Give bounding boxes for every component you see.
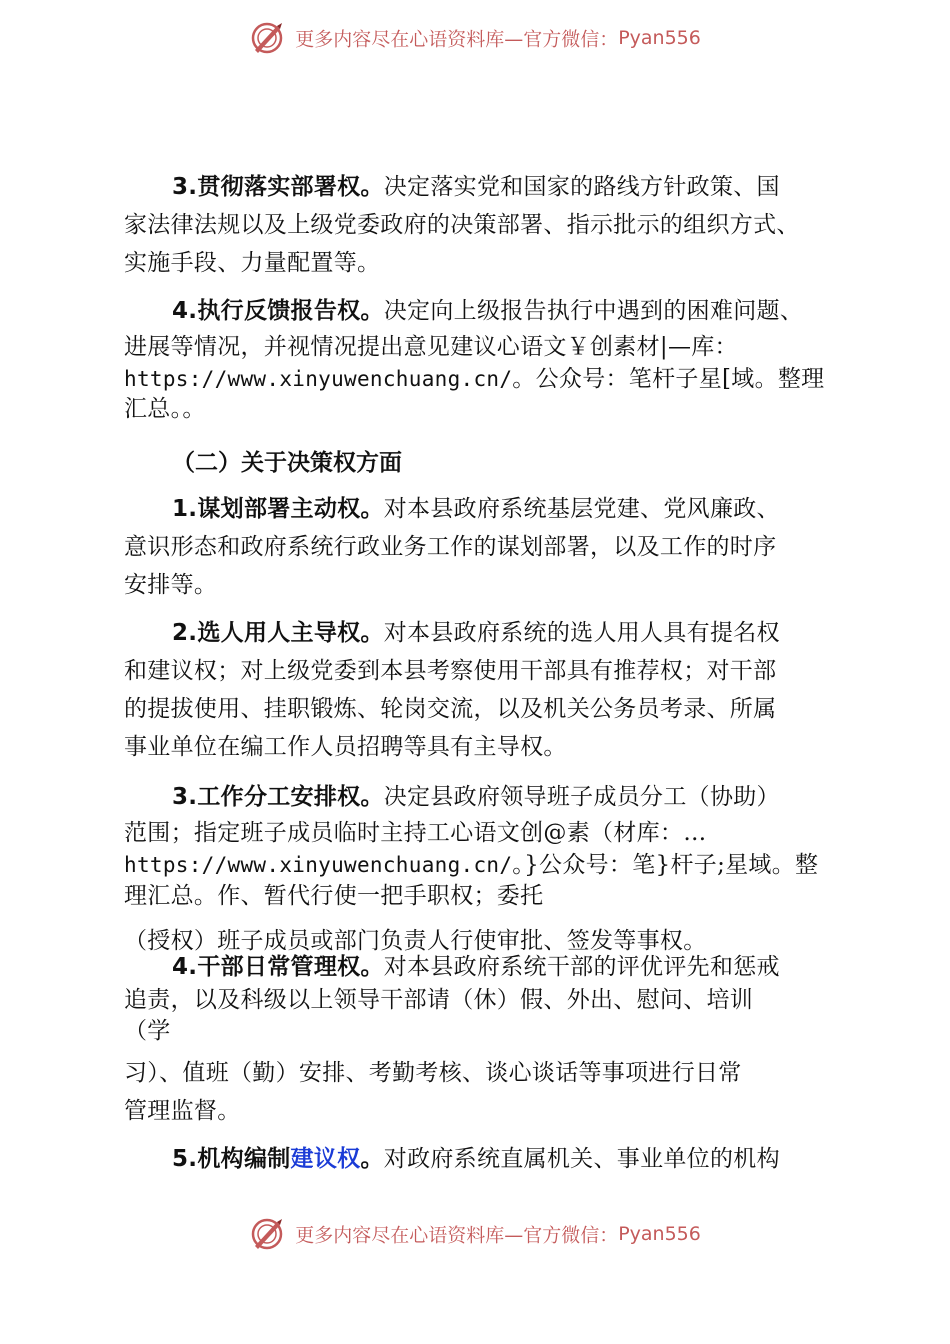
para-title: 2.选人用人主导权。	[172, 620, 384, 646]
banner-wechat-id: Pyan556	[618, 1223, 701, 1245]
paragraph-work-division: 3.工作分工安排权。决定县政府领导班子成员分工（协助） 范围；指定班子成员临时主持工心语文创@素（材库：… https://www.xinyuwenchuang.cn/。}公众号：笔}杆子;星域。整 理汇总。作、暂代行使一把手职权；委托 （授权）班子成员或部门负责人行使审批、签发等事权。	[124, 784, 819, 954]
header-banner	[0, 20, 950, 56]
banner-wechat-id: Pyan556	[618, 27, 701, 49]
para-title: 3.工作分工安排权。	[172, 784, 384, 810]
pen-logo-icon	[249, 20, 285, 56]
para-title: 5.机构编制	[172, 1146, 291, 1172]
footer-banner	[0, 1216, 950, 1252]
banner-text: 更多内容尽在心语资料库—官方微信：	[295, 1224, 619, 1247]
paragraph-personnel: 2.选人用人主导权。对本县政府系统的选人用人具有提名权 和建议权；对上级党委到本县考察使用干部具有推荐权；对干部 的提拔使用、挂职锻炼、轮岗交流，以及机关公务员考录、所属 事业单位在编工作人员招聘等具有主导权。	[124, 620, 780, 760]
para-title: 3.贯彻落实部署权。	[172, 174, 384, 200]
para-title: 4.干部日常管理权。	[172, 954, 384, 980]
paragraph-cadre-management: 4.干部日常管理权。对本县政府系统干部的评优评先和惩戒 追责，以及科级以上领导干部请（休）假、外出、慰问、培训 （学 习）、值班（勤）安排、考勤考核、谈心谈话等事项进行日常 管理监督。	[124, 954, 780, 1124]
banner-text: 更多内容尽在心语资料库—官方微信：	[295, 28, 619, 51]
section-heading: （二）关于决策权方面	[172, 450, 402, 476]
para-title-link: 建议权	[290, 1146, 361, 1172]
para-title: 4.执行反馈报告权。	[172, 298, 384, 324]
pen-logo-icon	[249, 1216, 285, 1252]
paragraph-planning: 1.谋划部署主动权。对本县政府系统基层党建、党风廉政、 意识形态和政府系统行政业务工作的谋划部署，以及工作的时序 安排等。	[124, 496, 780, 598]
paragraph-feedback-report: 4.执行反馈报告权。决定向上级报告执行中遇到的困难问题、 进展等情况，并视情况提出意见建议心语文￥创素材|—库： https://www.xinyuwenchuang.cn/。公众号：笔杆子星[域。整理 汇总。。	[124, 298, 825, 422]
paragraph-implement-deploy: 3.贯彻落实部署权。决定落实党和国家的路线方针政策、国 家法律法规以及上级党委政府的决策部署、指示批示的组织方式、 实施手段、力量配置等。	[124, 174, 800, 276]
website-url: https://www.xinyuwenchuang.cn/	[124, 853, 513, 877]
website-url: https://www.xinyuwenchuang.cn/	[124, 367, 513, 391]
paragraph-organization: 5.机构编制建议权。对政府系统直属机关、事业单位的机构	[172, 1146, 780, 1172]
para-title: 1.谋划部署主动权。	[172, 496, 384, 522]
